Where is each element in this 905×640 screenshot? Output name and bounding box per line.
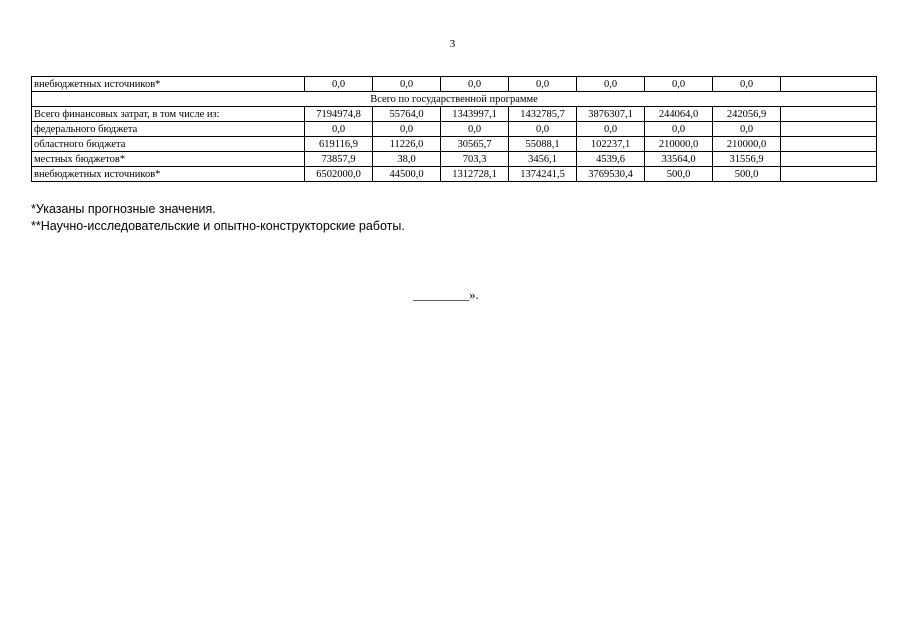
table-cell: 3769530,4 [577,167,645,182]
table-cell: 33564,0 [645,152,713,167]
table-cell: 1312728,1 [441,167,509,182]
table-cell: 703,3 [441,152,509,167]
section-title: Всего по государственной программе [32,92,877,107]
table-cell: 500,0 [645,167,713,182]
table-cell: 210000,0 [713,137,781,152]
row-label: Всего финансовых затрат, в том числе из: [32,107,305,122]
table-cell: 0,0 [305,77,373,92]
row-label: местных бюджетов* [32,152,305,167]
table-cell: 0,0 [645,122,713,137]
table-cell: 3876307,1 [577,107,645,122]
table-cell: 44500,0 [373,167,441,182]
page-number: 3 [449,38,456,50]
table-cell: 500,0 [713,167,781,182]
table-cell [781,107,877,122]
footnotes [31,201,405,235]
table-cell: 3456,1 [509,152,577,167]
table-cell [781,152,877,167]
table-cell: 0,0 [509,122,577,137]
closing-mark: _________». [413,288,479,302]
table-cell: 210000,0 [645,137,713,152]
table-cell: 11226,0 [373,137,441,152]
table-cell: 242056,9 [713,107,781,122]
row-label: внебюджетных источников* [32,167,305,182]
table-cell: 619116,9 [305,137,373,152]
table-cell: 0,0 [305,122,373,137]
row-label: внебюджетных источников* [32,77,305,92]
table-cell: 1374241,5 [509,167,577,182]
table-cell: 0,0 [713,77,781,92]
table-cell: 55764,0 [373,107,441,122]
table-row-top [32,77,877,92]
table-cell: 73857,9 [305,152,373,167]
table-cell: 1432785,7 [509,107,577,122]
table-cell: 0,0 [373,122,441,137]
table-cell: 0,0 [645,77,713,92]
table-cell: 102237,1 [577,137,645,152]
row-label: областного бюджета [32,137,305,152]
table-cell: 6502000,0 [305,167,373,182]
table-cell: 0,0 [441,77,509,92]
table-cell: 31556,9 [713,152,781,167]
table-cell: 4539,6 [577,152,645,167]
table-row [32,167,877,182]
footnote: **Научно-исследовательские и опытно-конструкторские работы. [31,219,405,233]
table-row [32,107,877,122]
table-cell: 0,0 [713,122,781,137]
table-cell [781,137,877,152]
table-cell [781,167,877,182]
table-cell: 30565,7 [441,137,509,152]
table-cell: 0,0 [441,122,509,137]
table-cell: 244064,0 [645,107,713,122]
financing-table [31,76,877,182]
table-row [32,137,877,152]
table-row [32,122,877,137]
table-cell [781,77,877,92]
table-cell [781,122,877,137]
section-row [32,92,877,107]
table-cell: 1343997,1 [441,107,509,122]
footnote: *Указаны прогнозные значения. [31,202,216,216]
table-cell: 55088,1 [509,137,577,152]
row-label: федерального бюджета [32,122,305,137]
table-cell: 0,0 [509,77,577,92]
table-cell: 0,0 [577,77,645,92]
table-row [32,152,877,167]
table-cell: 0,0 [373,77,441,92]
table-cell: 0,0 [577,122,645,137]
table-cell: 7194974,8 [305,107,373,122]
table-cell: 38,0 [373,152,441,167]
